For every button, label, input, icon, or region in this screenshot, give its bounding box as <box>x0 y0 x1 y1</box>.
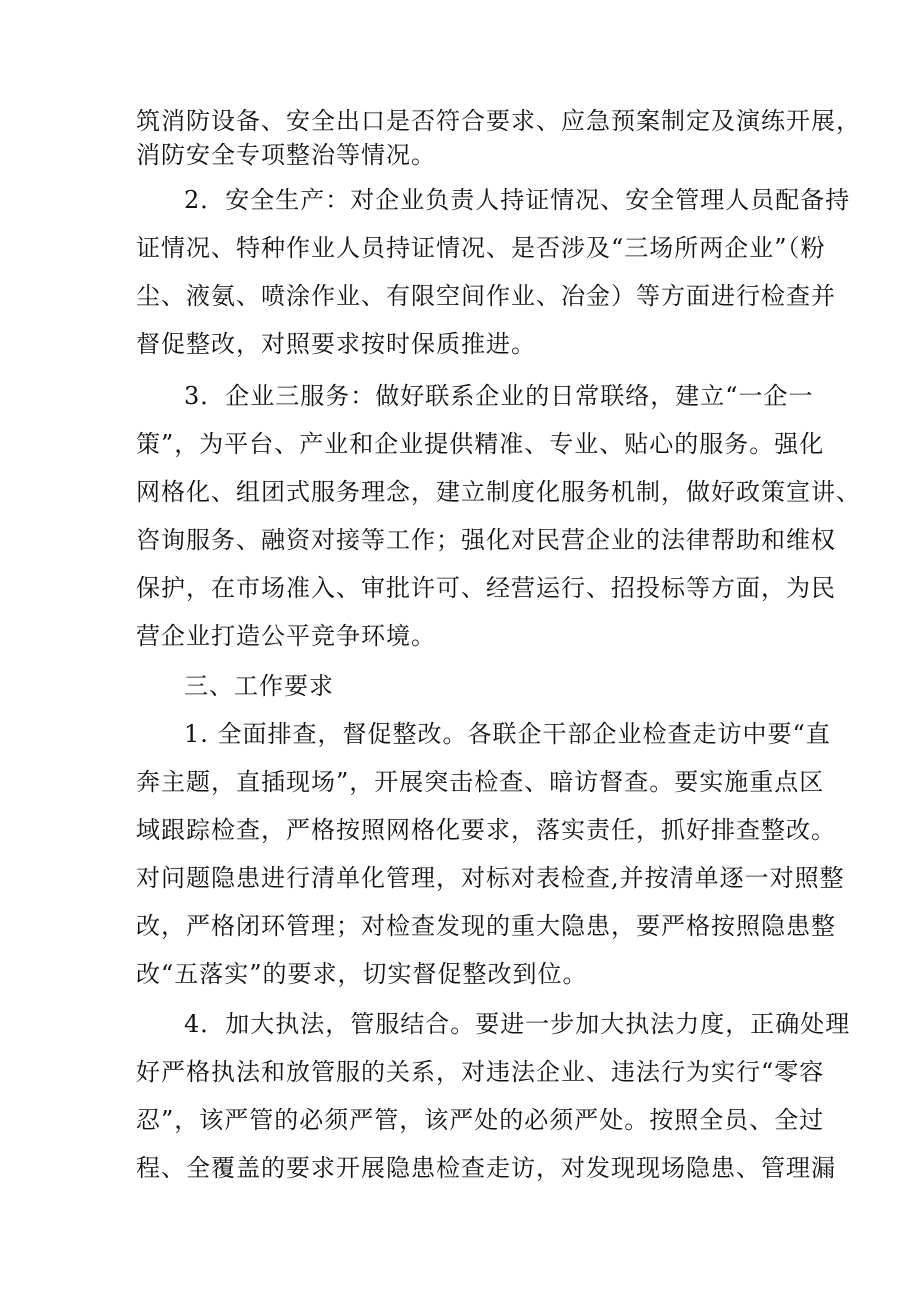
text-line: 尘、液氨、喷涂作业、有限空间作业、冶金）等方面进行检查并 <box>136 282 836 310</box>
text-line: 证情况、特种作业人员持证情况、是否涉及“三场所两企业”（粉 <box>136 234 826 262</box>
text-line: 改“五落实”的要求，切实督促整改到位。 <box>136 960 588 988</box>
text-line: 3．企业三服务：做好联系企业的日常联络，建立“一企一 <box>184 382 814 410</box>
text-line: 对问题隐患进行清单化管理，对标对表检查,并按清单逐一对照整 <box>136 864 845 892</box>
text-line: 营企业打造公平竞争环境。 <box>136 622 436 650</box>
paragraph-full-inspection <box>136 710 845 998</box>
text-line: 策”，为平台、产业和企业提供精准、专业、贴心的服务。强化 <box>136 430 825 458</box>
text-line: 网格化、组团式服务理念，建立制度化服务机制，做好政策宣讲、 <box>136 478 861 506</box>
text-line: 好严格执法和放管服的关系，对违法企业、违法行为实行“零容 <box>136 1058 825 1086</box>
text-line: 改，严格闭环管理；对检查发现的重大隐患，要严格按照隐患整 <box>136 912 836 940</box>
paragraph-safety-production <box>136 176 851 368</box>
text-line: 忍”，该严管的必须严管，该严处的必须严处。按照全员、全过 <box>136 1106 825 1134</box>
paragraph-enterprise-services <box>136 372 861 660</box>
text-line: 筑消防设备、安全出口是否符合要求、应急预案制定及演练开展， <box>136 107 861 135</box>
text-line: 保护，在市场准入、审批许可、经营运行、招投标等方面，为民 <box>136 574 836 602</box>
text-line: 程、全覆盖的要求开展隐患检查走访，对发现现场隐患、管理漏 <box>136 1154 836 1182</box>
text-line: 域跟踪检查，严格按照网格化要求，落实责任，抓好排查整改。 <box>136 816 836 844</box>
text-line: 消防安全专项整治等情况。 <box>136 141 436 169</box>
paragraph-law-enforcement <box>136 1000 851 1192</box>
text-line: 2．安全生产：对企业负责人持证情况、安全管理人员配备持 <box>184 186 851 214</box>
text-line: 1. 全面排查，督促整改。各联企干部企业检查走访中要“直 <box>184 720 831 748</box>
section-heading <box>136 662 796 710</box>
text-line: 奔主题，直插现场”，开展突击检查、暗访督查。要实施重点区 <box>136 768 825 796</box>
text-line: 咨询服务、融资对接等工作；强化对民营企业的法律帮助和维权 <box>136 526 836 554</box>
paragraph-fire-safety-continuation <box>136 104 861 172</box>
text-line: 4．加大执法，管服结合。要进一步加大执法力度，正确处理 <box>184 1010 851 1038</box>
heading-text: 三、工作要求 <box>184 672 334 700</box>
text-line: 督促整改，对照要求按时保质推进。 <box>136 330 536 358</box>
